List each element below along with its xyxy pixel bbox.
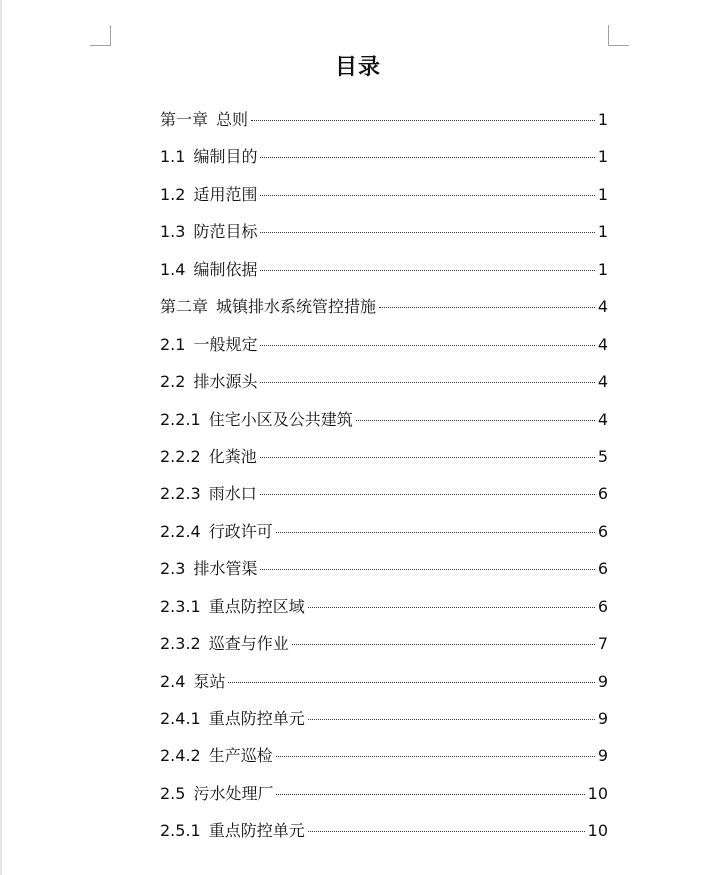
toc-entry-page-number: 9: [597, 709, 608, 728]
toc-dot-leader: [356, 420, 595, 421]
toc-entry-title: 重点防控区域: [208, 596, 305, 616]
toc-entry[interactable]: [160, 705, 608, 742]
toc-entry-page-number: 1: [597, 222, 608, 242]
margin-corner-mark-left: [90, 25, 111, 46]
toc-entry-title: 城镇排水系统管控措施: [216, 297, 377, 317]
toc-entry-page-number: 9: [597, 671, 608, 691]
toc-entry-title: 重点防控单元: [208, 821, 305, 841]
toc-entry-number: 1.1: [160, 147, 186, 167]
toc-entry[interactable]: [160, 443, 608, 480]
toc-entry-page-number: 6: [597, 559, 608, 579]
toc-entry[interactable]: [160, 143, 608, 180]
toc-entry-page-number: 4: [597, 409, 608, 429]
toc-entry-page-number: 7: [597, 634, 608, 654]
toc-dot-leader: [379, 307, 595, 308]
toc-dot-leader: [260, 569, 594, 570]
toc-dot-leader: [276, 756, 595, 757]
toc-entry-title: 化粪池: [208, 446, 257, 466]
toc-entry[interactable]: [160, 181, 608, 218]
page-edge: [0, 0, 2, 875]
toc-entry-number: 2.5: [160, 783, 186, 803]
toc-entry[interactable]: [160, 256, 608, 293]
toc-entry-title: 生产巡检: [208, 746, 273, 766]
toc-entry[interactable]: [160, 518, 608, 555]
toc-entry-number: 2.4: [160, 671, 186, 691]
toc-entry-page-number: 1: [597, 147, 608, 167]
toc-entry-number: 1.3: [160, 222, 186, 242]
toc-entry-title: 一般规定: [193, 334, 258, 354]
toc-entry-title: 重点防控单元: [208, 709, 305, 728]
toc-entry-page-number: 1: [597, 184, 608, 204]
toc-entry-title: 泵站: [193, 671, 226, 691]
margin-corner-mark-right: [608, 25, 629, 46]
toc-entry[interactable]: [160, 331, 608, 368]
toc-entry-title: 住宅小区及公共建筑: [208, 409, 353, 429]
toc-entry-title: 行政许可: [208, 521, 273, 541]
toc-entry-title: 编制目的: [193, 147, 258, 167]
toc-entry-title: 巡查与作业: [208, 634, 289, 654]
toc-entry-title: 防范目标: [193, 222, 258, 242]
toc-entry-page-number: 4: [597, 297, 608, 317]
toc-dot-leader: [260, 457, 595, 458]
toc-dot-leader: [260, 382, 594, 383]
toc-entry-page-number: 1: [597, 110, 608, 129]
toc-dot-leader: [276, 794, 584, 795]
toc-entry[interactable]: [160, 368, 608, 405]
toc-entry-number: 1.2: [160, 184, 186, 204]
toc-dot-leader: [260, 270, 594, 271]
toc-entry-number: 2.2.1: [160, 409, 201, 429]
toc-entry-number: 1.4: [160, 259, 186, 279]
toc-entry-number: 2.2.4: [160, 521, 201, 541]
toc-entry-title: 总则: [216, 110, 249, 129]
toc-entry[interactable]: [160, 780, 608, 817]
toc-entry-page-number: 10: [587, 821, 608, 841]
toc-entry-number: 2.2.2: [160, 446, 201, 466]
toc-entry-title: 排水管渠: [193, 559, 258, 579]
toc-entry-page-number: 6: [597, 596, 608, 616]
toc-entry[interactable]: [160, 668, 608, 705]
toc-dot-leader: [251, 120, 595, 121]
toc-entry-number: 2.3.2: [160, 634, 201, 654]
toc-dot-leader: [260, 345, 594, 346]
toc-dot-leader: [260, 195, 594, 196]
toc-entry-number: 2.1: [160, 334, 186, 354]
toc-entry-number: 2.4.2: [160, 746, 201, 766]
toc-title: 目录: [334, 55, 381, 80]
toc-entry-title: 雨水口: [208, 484, 257, 504]
toc-entry[interactable]: [160, 480, 608, 517]
toc-entry[interactable]: [160, 555, 608, 592]
toc-entry-number: 2.4.1: [160, 709, 201, 728]
toc-entry-number: 第二章: [160, 297, 209, 317]
toc-entry-page-number: 4: [597, 334, 608, 354]
toc-entry-page-number: 5: [597, 446, 608, 466]
toc-dot-leader: [260, 494, 595, 495]
toc-entry[interactable]: [160, 293, 608, 330]
toc-entry-page-number: 6: [597, 521, 608, 541]
toc-entry[interactable]: [160, 742, 608, 779]
toc-entry-page-number: 10: [587, 783, 608, 803]
toc-entry[interactable]: [160, 106, 608, 143]
toc-entry-title: 污水处理厂: [193, 783, 274, 803]
toc-dot-leader: [260, 232, 594, 233]
toc-entry-page-number: 6: [597, 484, 608, 504]
toc-entry[interactable]: [160, 218, 608, 255]
toc-dot-leader: [228, 682, 594, 683]
toc-entry-number: 2.3.1: [160, 596, 201, 616]
toc-dot-leader: [308, 831, 585, 832]
toc-dot-leader: [260, 157, 594, 158]
toc-dot-leader: [308, 607, 595, 608]
toc-entry[interactable]: [160, 593, 608, 630]
toc-entry-number: 2.5.1: [160, 821, 201, 841]
toc-entry-title: 适用范围: [193, 184, 258, 204]
toc-entry-number: 2.2: [160, 372, 186, 392]
table-of-contents: [160, 106, 608, 855]
toc-entry[interactable]: [160, 630, 608, 667]
toc-entry-page-number: 1: [597, 259, 608, 279]
toc-entry-number: 第一章: [160, 110, 209, 129]
toc-entry[interactable]: [160, 406, 608, 443]
toc-entry-number: 2.3: [160, 559, 186, 579]
toc-dot-leader: [292, 644, 595, 645]
toc-entry-title: 排水源头: [193, 372, 258, 392]
toc-entry-page-number: 9: [597, 746, 608, 766]
toc-dot-leader: [276, 532, 595, 533]
toc-entry-number: 2.2.3: [160, 484, 201, 504]
toc-entry-title: 编制依据: [193, 259, 258, 279]
toc-dot-leader: [308, 719, 595, 720]
toc-entry[interactable]: [160, 817, 608, 854]
toc-entry-page-number: 4: [597, 372, 608, 392]
